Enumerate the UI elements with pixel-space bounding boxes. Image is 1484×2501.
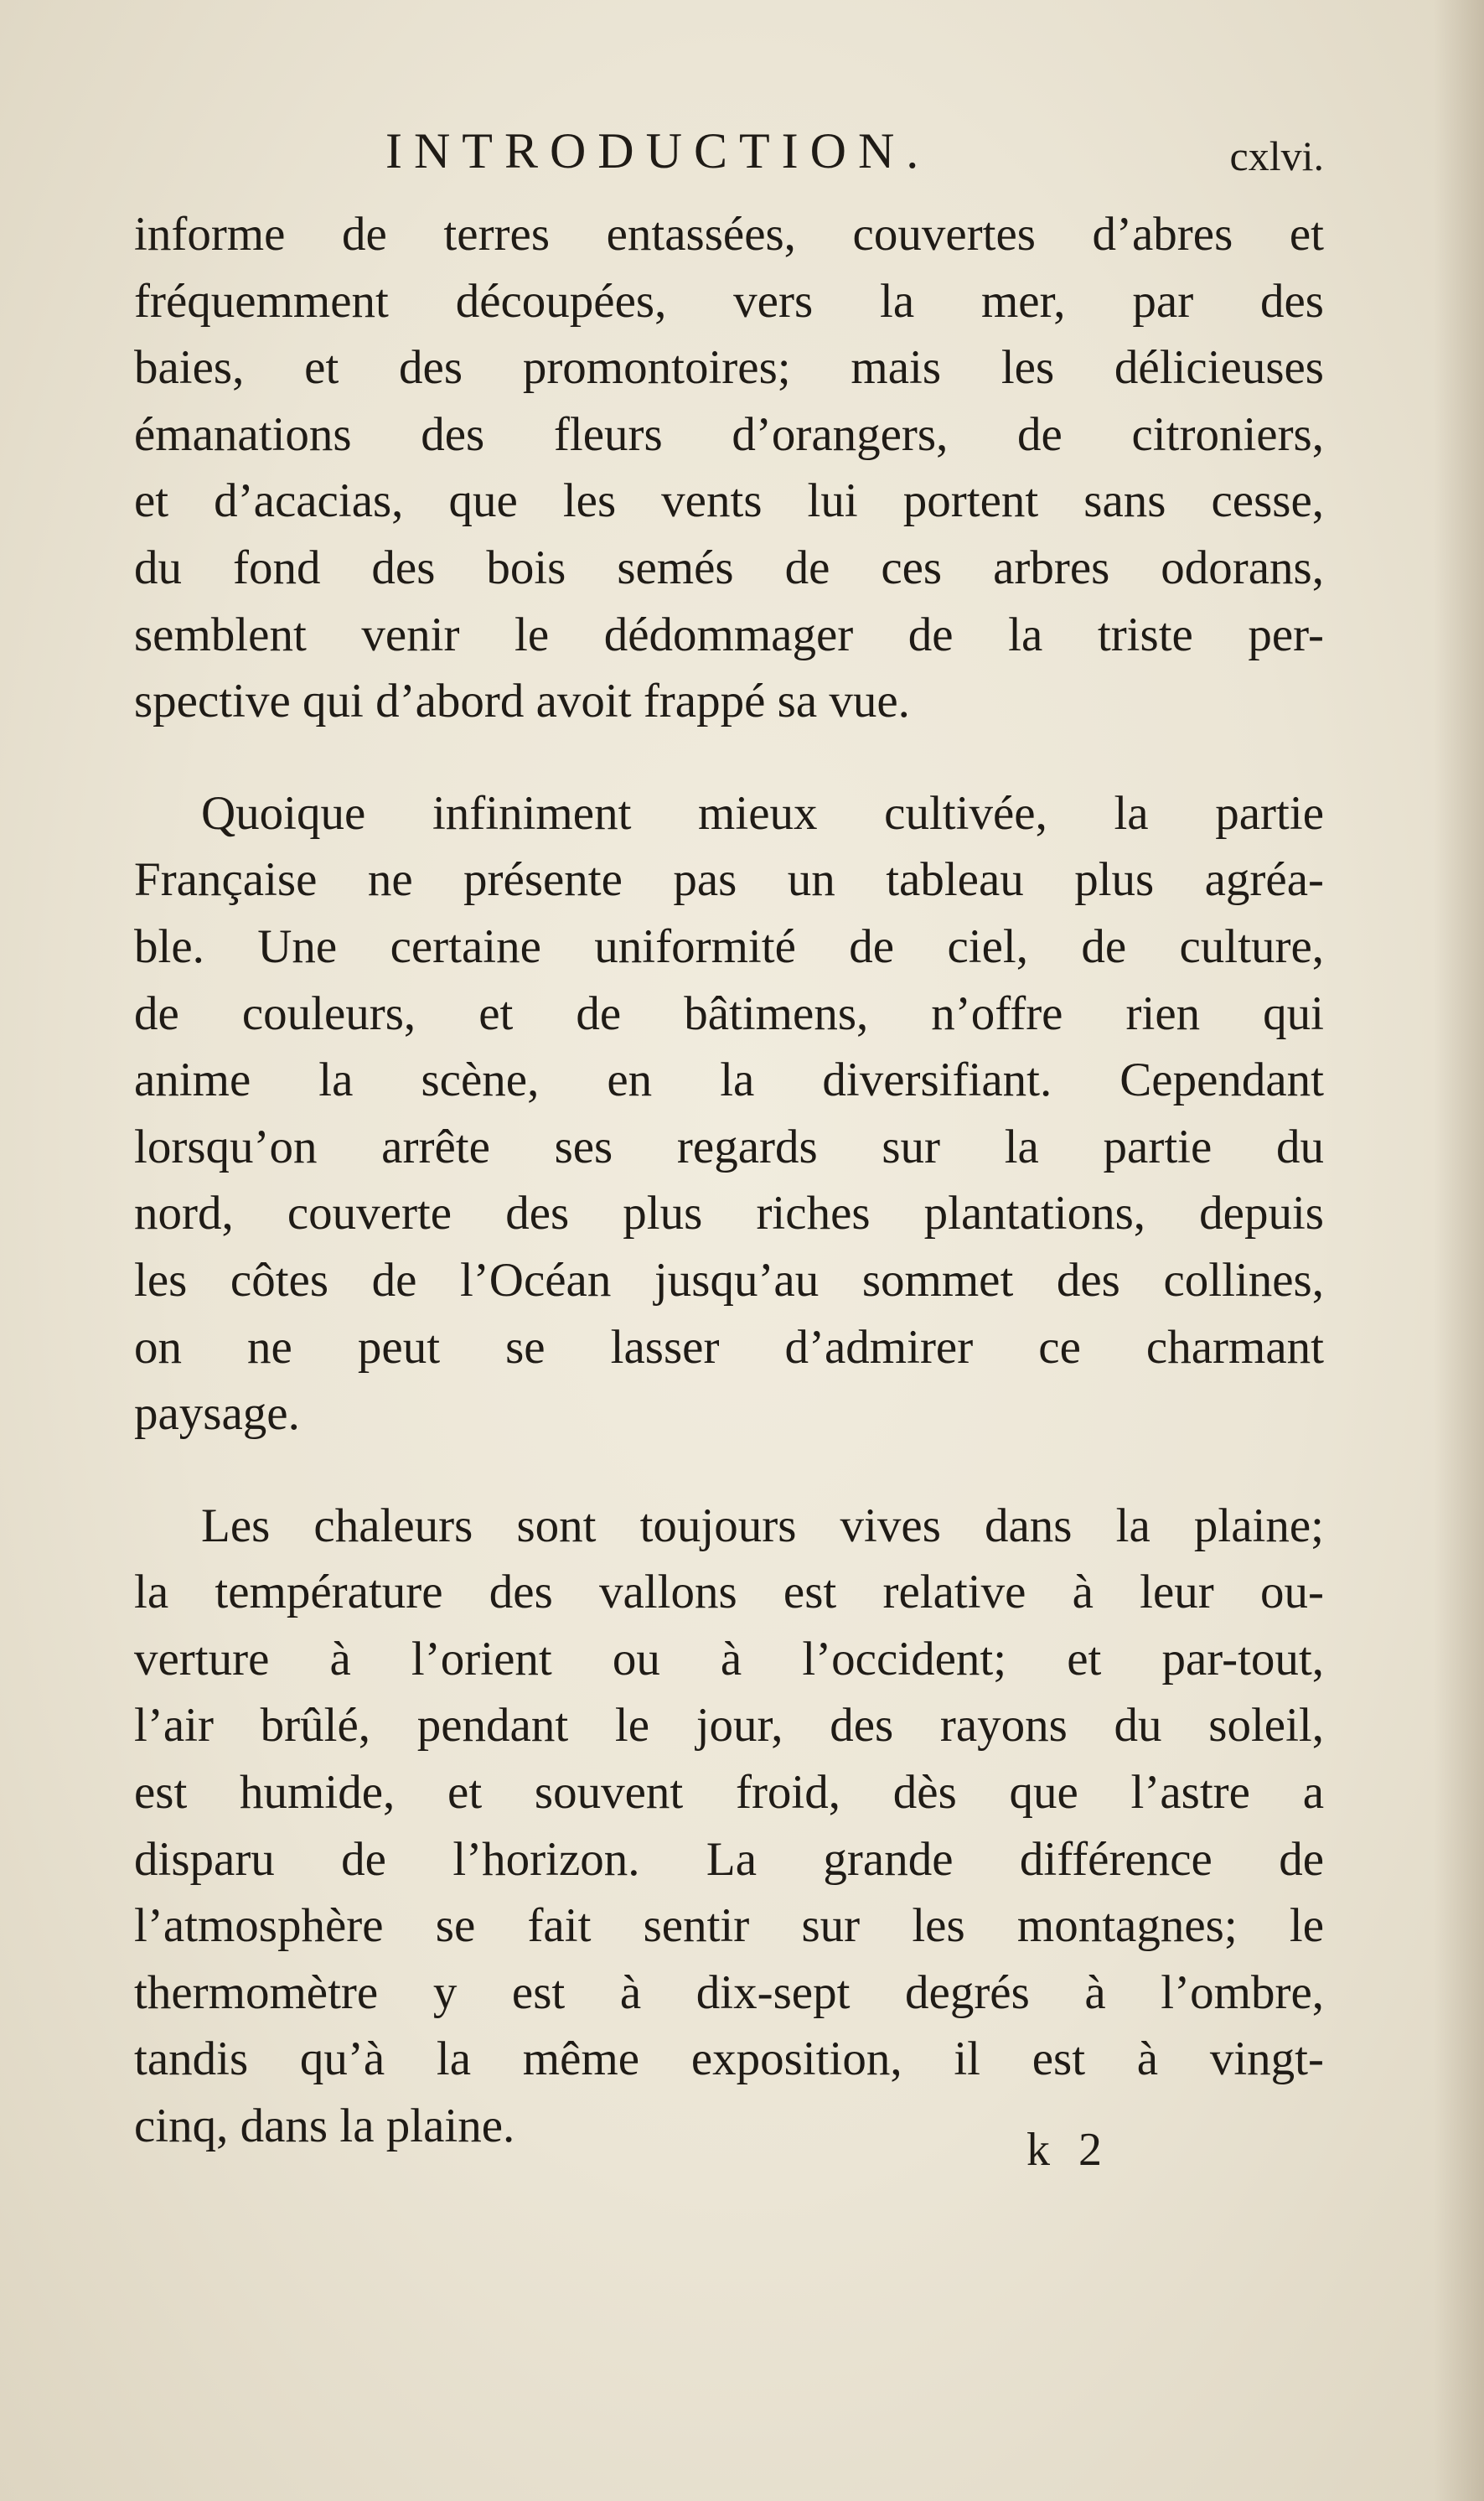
- text-line: la température des vallons est relative à leur ou-: [134, 1566, 1324, 1619]
- text-line: les côtes de l’Océan jusqu’au sommet des collines,: [134, 1253, 1324, 1307]
- text-line: on ne peut se lasser d’admirer ce charmant: [134, 1320, 1324, 1374]
- text-line: baies, et des promontoires; mais les délicieuses: [134, 341, 1324, 395]
- text-line: Quoique infiniment mieux cultivée, la partie: [201, 786, 1324, 840]
- text-line: Les chaleurs sont toujours vives dans la plaine;: [201, 1499, 1324, 1552]
- running-title: INTRODUCTION.: [385, 123, 931, 179]
- signature-mark: k 2: [1026, 2124, 1110, 2176]
- text-line: et d’acacias, que les vents lui portent sans cesse,: [134, 474, 1324, 528]
- text-line: est humide, et souvent froid, dès que l’astre a: [134, 1766, 1324, 1820]
- text-line: ble. Une certaine uniformité de ciel, de culture,: [134, 919, 1324, 973]
- paragraph-3: [134, 1493, 1324, 2160]
- text-line: disparu de l’horizon. La grande différence de: [134, 1832, 1324, 1886]
- text-line: l’atmosphère se fait sentir sur les montagnes; le: [134, 1899, 1324, 1953]
- text-line: thermomètre y est à dix-sept degrés à l’ombre,: [134, 1965, 1324, 2019]
- text-line: paysage.: [134, 1387, 300, 1441]
- page-edge-shadow: [1434, 0, 1484, 2501]
- text-line: tandis qu’à la même exposition, il est à vingt-: [134, 2032, 1324, 2086]
- page-header: [134, 117, 1324, 184]
- text-line: du fond des bois semés de ces arbres odorans,: [134, 541, 1324, 594]
- text-line: de couleurs, et de bâtimens, n’offre rien qui: [134, 986, 1324, 1040]
- paragraph-2: [134, 780, 1324, 1447]
- text-line: fréquemment découpées, vers la mer, par des: [134, 274, 1324, 328]
- text-line: spective qui d’abord avoit frappé sa vue.: [134, 675, 910, 728]
- text-line: informe de terres entassées, couvertes d’abres et: [134, 208, 1324, 261]
- text-line: verture à l’orient ou à l’occident; et par-tout,: [134, 1632, 1324, 1685]
- paragraph-1: [134, 201, 1324, 735]
- body-text: [134, 201, 1324, 2205]
- text-line: nord, couverte des plus riches plantations, depuis: [134, 1187, 1324, 1240]
- page-number: cxlvi.: [1229, 132, 1324, 179]
- text-line: Française ne présente pas un tableau plus agréa-: [134, 853, 1324, 907]
- text-line: émanations des fleurs d’orangers, de citroniers,: [134, 407, 1324, 461]
- text-line: l’air brûlé, pendant le jour, des rayons du soleil,: [134, 1699, 1324, 1753]
- text-line: cinq, dans la plaine.: [134, 2100, 515, 2153]
- text-line: lorsqu’on arrête ses regards sur la partie du: [134, 1120, 1324, 1173]
- text-line: semblent venir le dédommager de la triste per-: [134, 608, 1324, 661]
- text-line: anime la scène, en la diversifiant. Cependant: [134, 1054, 1324, 1107]
